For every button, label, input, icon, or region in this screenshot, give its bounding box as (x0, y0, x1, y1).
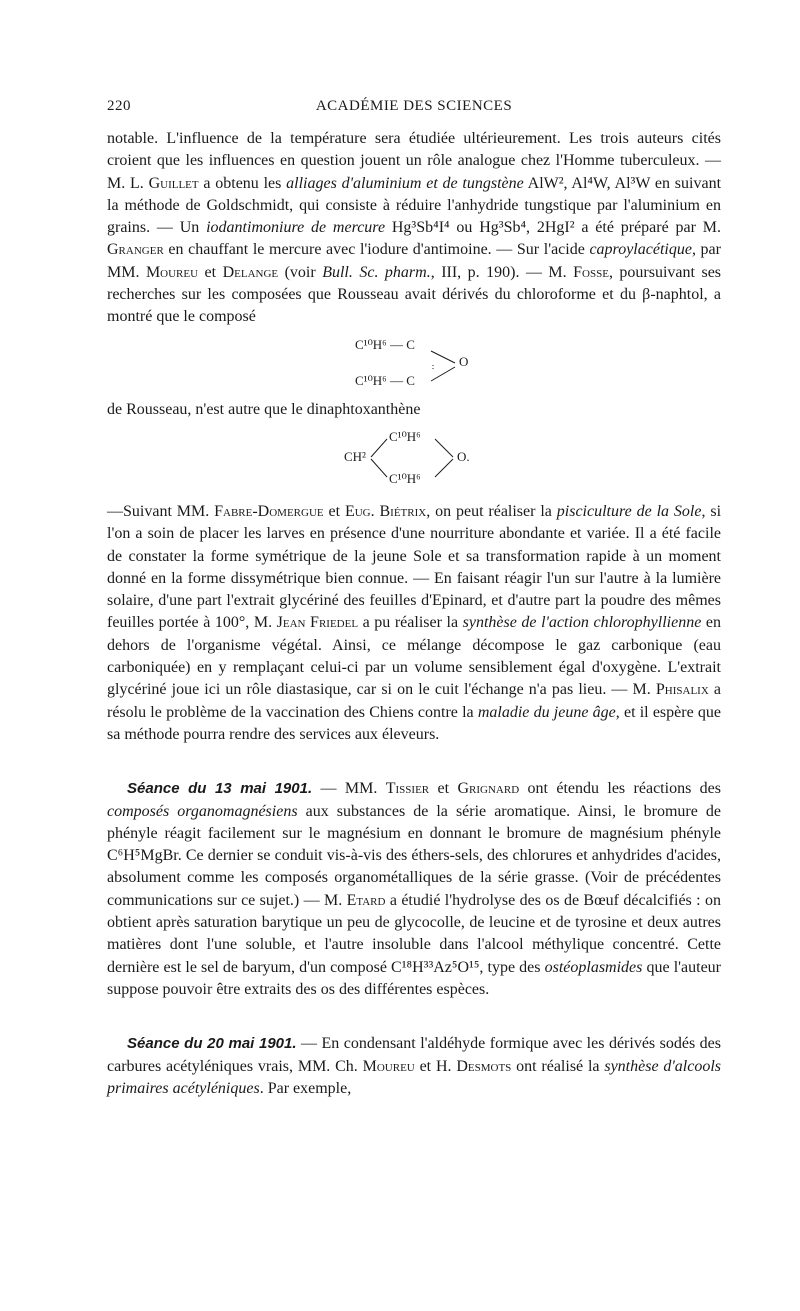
author-name: Etard (346, 891, 386, 909)
author-name: Fosse (573, 263, 609, 281)
topic-italic: synthèse de l'action chlorophyllienne (462, 614, 702, 632)
session-heading: Séance du 13 mai 1901. (127, 780, 313, 798)
topic-italic: composés organomagnésiens (107, 802, 298, 820)
paragraph-alloys: notable. L'influence de la température sera étudiée ultérieurement. Les trois auteurs cités croient que les influences en question jouent un rôle analogue chez l'Homme tuberculeux. — M. L. Guillet a obtenu les alliages d'aluminium et de tungstène AlW², Al⁴W, Al³W en suivant la méthode de Goldschmidt, qui consiste à réduire l'anhydride tungstique par l'aluminium en grains. — Un iodantimoniure de mercure Hg³Sb⁴I⁴ ou Hg³Sb⁴, 2HgI² a été préparé par M. Granger en chauffant le mercure avec l'iodure d'antimoine. — Sur l'acide caproylacétique, par MM. Moureu et Delange (voir Bull. Sc. pharm., III, p. 190). — M. Fosse, poursuivant ses recherches sur les composées que Rousseau avait dérivés du chloroforme et du β-naphtol, a montré que le composé (107, 130, 722, 326)
author-name: Eug. Biétrix (344, 502, 427, 520)
page-body (107, 128, 721, 1100)
author-name: Moureu (145, 263, 199, 281)
page-header (107, 98, 721, 124)
author-name: Grignard (457, 780, 520, 798)
author-name: Moureu (362, 1057, 415, 1075)
author-name: L. Guillet (130, 174, 199, 192)
paragraph-pisciculture: —Suivant MM. Fabre-Domergue et Eug. Biétrix, on peut réaliser la pisciculture de la Sole, si l'on a soin de placer les larves en présence d'une nourriture abondante et variée. Il a été facile de constater la forme symétrique de la jeune Sole et sa transformation rapide à un moment donné en la forme dissymétrique bien connue. — En faisant réagir l'un sur l'autre à la lumière solaire, d'une part l'extrait glycériné des feuilles d'Epinard, et d'autre part la poudre des mêmes feuilles portée à 100°, M. Jean Friedel a pu réaliser la synthèse de l'action chlorophyllienne en dehors de l'organisme végétal. Ainsi, ce mélange décompose le gaz carbonique (eau carboniquée) en y remplaçant celui-ci par un volume sensiblement égal d'oxygène. L'extrait glycériné joue ici un rôle diastasique, car si on le cuit l'échange n'a pas lieu. — M. Phisalix a résolu le problème de la vaccination des Chiens contre la maladie du jeune âge, et il espère que sa méthode pourra rendre des services aux éleveurs. (107, 502, 722, 743)
session-20-mai: Séance du 20 mai 1901. — En condensant l'aldéhyde formique avec les dérivés sodés des carbures acétyléniques vrais, MM. Ch. Moureu et H. Desmots ont réalisé la synthèse d'alcools primaires acétyléniques. Par exemple, (107, 1035, 722, 1097)
running-title: ACADÉMIE DES SCIENCES (315, 98, 513, 114)
topic-italic: ostéoplasmides (544, 958, 643, 976)
session-heading: Séance du 20 mai 1901. (127, 1035, 297, 1053)
author-name: Jean Friedel (276, 614, 359, 632)
author-name: Desmots (456, 1057, 512, 1075)
author-name: Phisalix (655, 681, 709, 699)
formula-bond-lines (429, 345, 459, 385)
paragraph-rousseau: de Rousseau, n'est autre que le dinaphtoxanthène (107, 400, 421, 418)
topic-italic: caproylacétique (589, 241, 692, 259)
formula-right-oxygen: O. (457, 448, 470, 464)
topic-italic: iodantimoniure de mercure (206, 219, 386, 237)
formula-bottom-group: C¹⁰H⁶ (389, 470, 421, 486)
rousseau-compound-formula (107, 337, 721, 399)
formula-line-bottom: C¹⁰H⁶ — C (355, 372, 415, 388)
author-name: Granger (107, 241, 164, 259)
topic-italic: pisciculture de la Sole (556, 502, 702, 520)
page-number: 220 (107, 98, 131, 114)
session-13-mai: Séance du 13 mai 1901. — MM. Tissier et Grignard ont étendu les réactions des composés organomagnésiens aux substances de la série aromatique. Ainsi, le bromure de phényle réagit facilement sur le magnésium en donnant le bromure de magnésium phényle C⁶H⁵MgBr. Ce dernier se conduit vis-à-vis des éthers-sels, des chlorures et anhydrides d'acides, absolument comme les composés organométalliques de la série grasse. (Voir de précédentes communications sur ce sujet.) — M. Etard a étudié l'hydrolyse des os de Bœuf décalcifiés : on obtient après saturation barytique un peu de glycocolle, de leucine et de tyrosine et deux autres matières dont l'une soluble, et l'autre insoluble dans l'alcool méthylique concentré. Cette dernière est le sel de baryum, d'un composé C¹⁸H³³Az⁵O¹⁵, type des ostéoplasmides que l'auteur suppose pouvoir être extraits des os des différentes espèces. (107, 780, 722, 998)
formula-top-group: C¹⁰H⁶ (389, 428, 421, 444)
author-name: Delange (222, 263, 279, 281)
formula-line-top: C¹⁰H⁶ — C (355, 336, 415, 352)
topic-italic: alliages d'aluminium et de tungstène (286, 174, 524, 192)
topic-italic: synthèse d'alcools primaires acétyléniques (107, 1057, 722, 1097)
author-name: Tissier (385, 780, 430, 798)
dinaphtoxanthene-formula (107, 429, 721, 495)
formula-bond-lines (369, 435, 459, 485)
formula-bridge-oxygen: O (459, 353, 469, 369)
reference-italic: Bull. Sc. pharm. (322, 263, 431, 281)
author-name: Fabre-Domergue (214, 502, 324, 520)
topic-italic: maladie du jeune âge (477, 703, 616, 721)
formula-left-group: CH² (344, 448, 366, 464)
